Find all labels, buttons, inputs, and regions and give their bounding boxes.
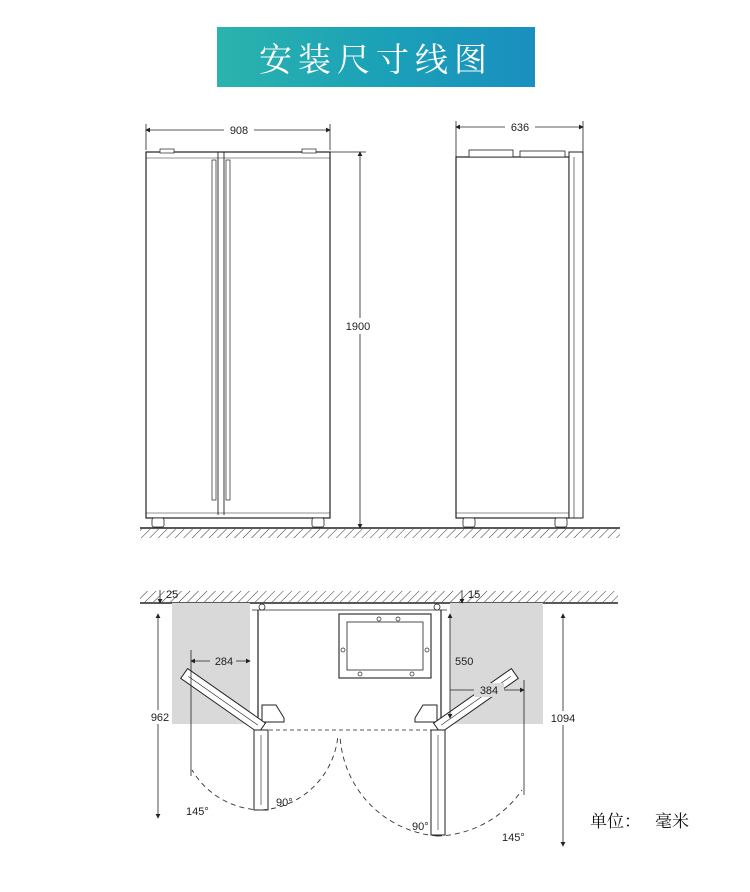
right-total-depth-label: 1094	[550, 713, 576, 725]
right-top-gap-label: 15	[468, 589, 481, 601]
left-door-angle-label: 145°	[186, 806, 209, 818]
right-offset-label: 384	[479, 685, 499, 697]
fridge-front-body	[146, 152, 330, 518]
page-title: 安装尺寸线图	[259, 39, 493, 79]
plan-view	[140, 589, 618, 846]
unit-caption: 单位：	[590, 812, 641, 832]
left-handle	[212, 160, 216, 500]
fridge-side-body	[456, 157, 569, 518]
unit-value: 毫米	[655, 812, 689, 832]
left-top-gap-label: 25	[166, 589, 179, 601]
left-depth-label: 962	[150, 712, 170, 724]
side-view	[456, 120, 583, 527]
unit-label	[590, 807, 703, 832]
side-depth-label: 636	[510, 122, 530, 134]
right-door-depth-label: 550	[455, 656, 474, 668]
right-door-angle-label: 145°	[502, 832, 525, 844]
right-inner-angle-label: 90°	[412, 821, 429, 833]
left-inner-angle-label: 90°	[276, 797, 293, 809]
left-offset-label: 284	[214, 656, 234, 668]
front-height-label: 1900	[345, 321, 371, 333]
right-handle	[226, 160, 230, 500]
front-width-label: 908	[229, 125, 249, 137]
side-door	[569, 152, 583, 518]
